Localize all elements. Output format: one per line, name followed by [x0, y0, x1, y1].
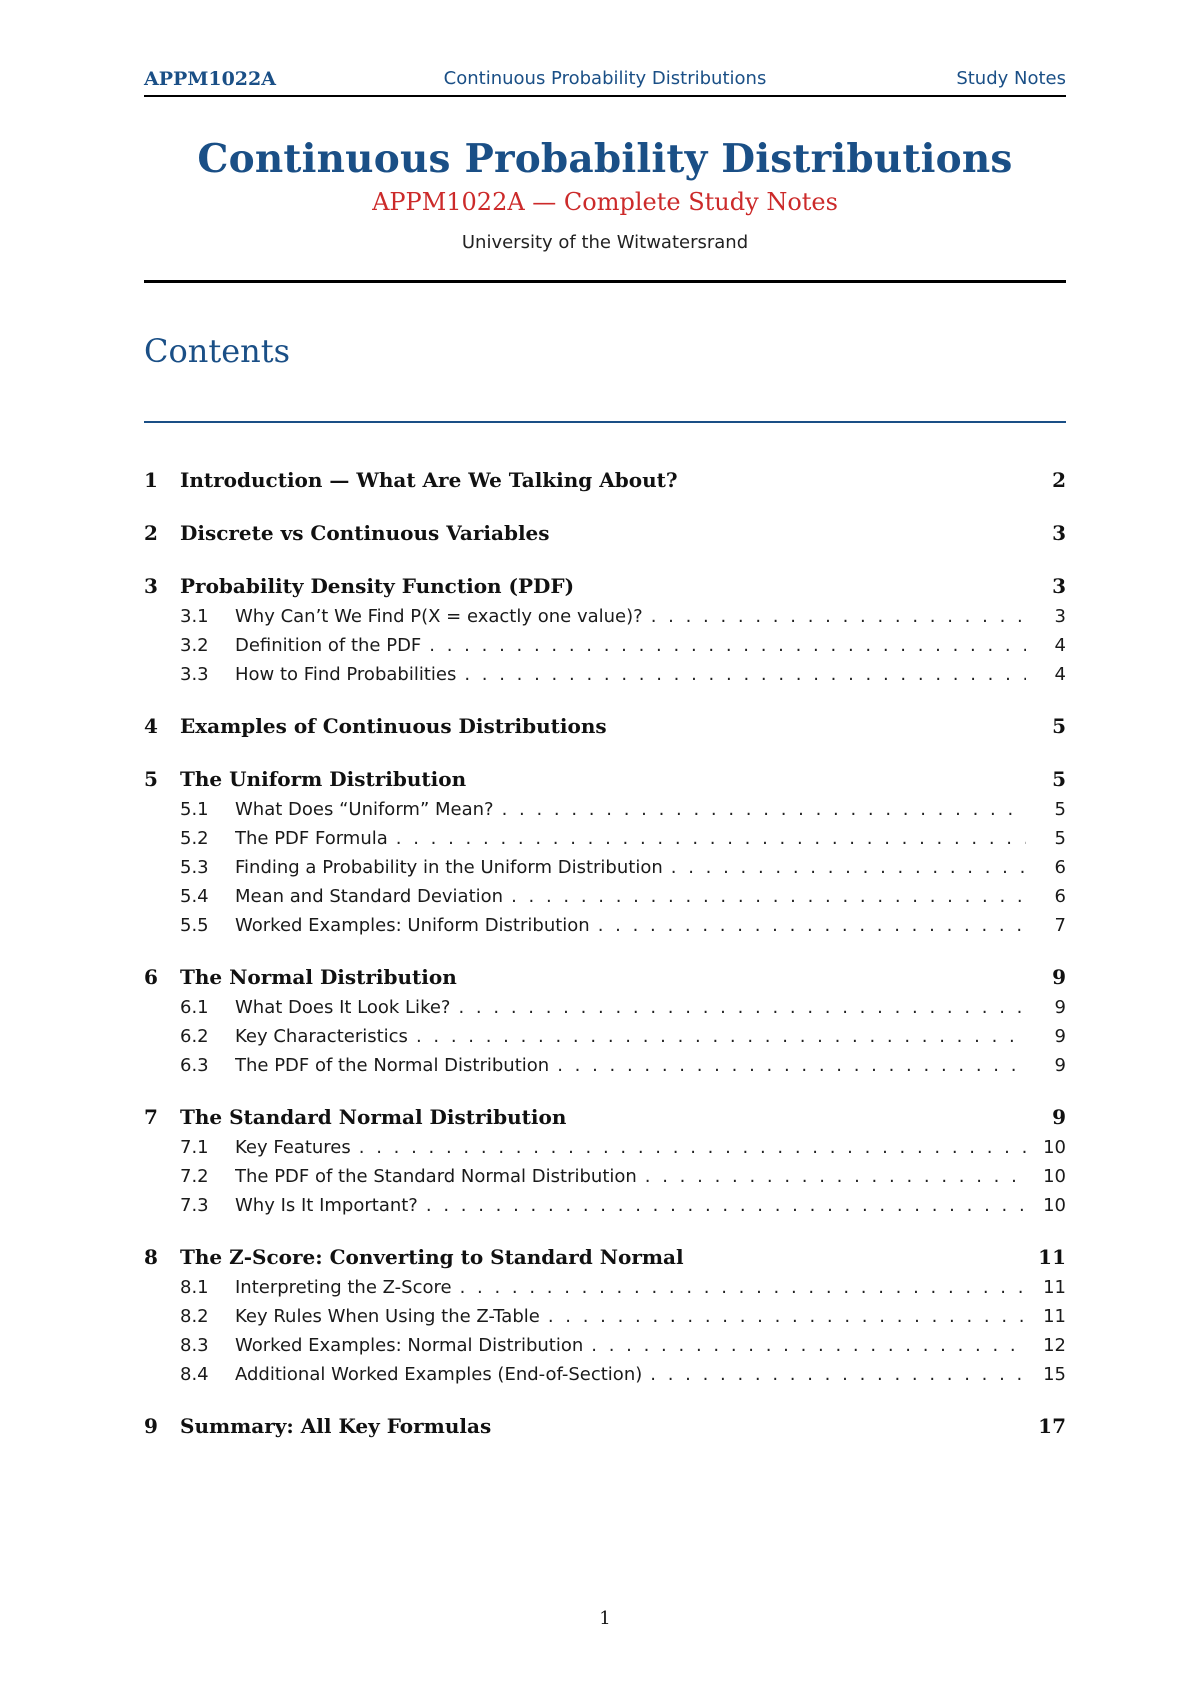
header-doc-type: Study Notes	[956, 68, 1066, 89]
toc-subsection-title: Worked Examples: Uniform Distribution	[235, 915, 590, 936]
table-of-contents	[144, 468, 1066, 1444]
document-title: Continuous Probability Distributions	[197, 136, 1013, 182]
toc-subsection-number: 7.2	[180, 1166, 209, 1187]
toc-section-entry[interactable]	[144, 574, 1066, 604]
toc-subsection-title: What Does It Look Like?	[235, 997, 451, 1018]
toc-subsection-page: 4	[1054, 664, 1066, 685]
toc-subsection-number: 5.1	[180, 799, 209, 820]
toc-subsection-number: 6.3	[180, 1055, 209, 1076]
header-rule	[144, 95, 1066, 97]
toc-section-entry[interactable]	[144, 767, 1066, 797]
toc-subsection-number: 8.3	[180, 1335, 209, 1356]
contents-heading: Contents	[144, 332, 291, 370]
toc-section-entry[interactable]	[144, 1105, 1066, 1135]
toc-section-title: Examples of Continuous Distributions	[180, 714, 607, 738]
toc-subsection-number: 6.2	[180, 1026, 209, 1047]
toc-subsection-title: Worked Examples: Normal Distribution	[235, 1335, 584, 1356]
toc-section-number: 7	[144, 1105, 158, 1129]
toc-subsection-page: 10	[1043, 1166, 1066, 1187]
toc-subsection-page: 11	[1043, 1306, 1066, 1327]
toc-dot-leader	[598, 915, 1026, 936]
toc-section-page: 9	[1052, 965, 1066, 989]
toc-dot-leader	[650, 1364, 1026, 1385]
toc-subsection-title: Key Features	[235, 1137, 351, 1158]
toc-subsection-number: 7.1	[180, 1137, 209, 1158]
toc-section-page: 5	[1052, 714, 1066, 738]
toc-section-number: 8	[144, 1245, 158, 1269]
toc-subsection-entry[interactable]	[144, 633, 1066, 662]
toc-subsection-page: 9	[1054, 1055, 1066, 1076]
toc-subsection-entry[interactable]	[144, 1333, 1066, 1362]
toc-subsection-title: Mean and Standard Deviation	[235, 886, 504, 907]
toc-section-entry[interactable]	[144, 965, 1066, 995]
toc-subsection-page: 12	[1043, 1335, 1066, 1356]
toc-section-title: The Normal Distribution	[180, 965, 457, 989]
toc-dot-leader	[511, 886, 1026, 907]
toc-subsection-entry[interactable]	[144, 826, 1066, 855]
toc-subsection-page: 7	[1054, 915, 1066, 936]
toc-subsection-number: 3.2	[180, 635, 209, 656]
toc-subsection-number: 3.3	[180, 664, 209, 685]
toc-dot-leader	[396, 828, 1026, 849]
toc-section-title: Probability Density Function (PDF)	[180, 574, 575, 598]
toc-subsection-page: 6	[1054, 857, 1066, 878]
toc-subsection-entry[interactable]	[144, 855, 1066, 884]
toc-subsection-entry[interactable]	[144, 995, 1066, 1024]
toc-subsection-entry[interactable]	[144, 1304, 1066, 1333]
toc-dot-leader	[591, 1335, 1026, 1356]
toc-subsection-page: 3	[1054, 606, 1066, 627]
toc-subsection-number: 8.2	[180, 1306, 209, 1327]
toc-subsection-title: The PDF of the Normal Distribution	[235, 1055, 550, 1076]
header-document-title: Continuous Probability Distributions	[443, 68, 767, 89]
toc-section-page: 3	[1052, 521, 1066, 545]
toc-dot-leader	[548, 1306, 1026, 1327]
toc-dot-leader	[671, 857, 1026, 878]
toc-subsection-number: 5.4	[180, 886, 209, 907]
toc-dot-leader	[426, 1195, 1026, 1216]
toc-subsection-page: 10	[1043, 1195, 1066, 1216]
header-course-code: APPM1022A	[144, 68, 276, 90]
toc-dot-leader	[464, 664, 1026, 685]
toc-dot-leader	[502, 799, 1026, 820]
toc-subsection-number: 3.1	[180, 606, 209, 627]
toc-section-entry[interactable]	[144, 521, 1066, 551]
toc-subsection-entry[interactable]	[144, 1164, 1066, 1193]
page-number: 1	[599, 1608, 611, 1629]
document-subtitle: APPM1022A — Complete Study Notes	[372, 188, 838, 216]
toc-subsection-number: 8.4	[180, 1364, 209, 1385]
toc-subsection-title: Key Rules When Using the Z-Table	[235, 1306, 540, 1327]
toc-section-title: Summary: All Key Formulas	[180, 1414, 492, 1438]
toc-section-number: 5	[144, 767, 158, 791]
toc-section-page: 3	[1052, 574, 1066, 598]
toc-subsection-page: 6	[1054, 886, 1066, 907]
toc-dot-leader	[557, 1055, 1026, 1076]
toc-subsection-entry[interactable]	[144, 1024, 1066, 1053]
toc-subsection-number: 6.1	[180, 997, 209, 1018]
toc-section-number: 4	[144, 714, 158, 738]
toc-section-title: Introduction — What Are We Talking About?	[180, 468, 678, 492]
toc-subsection-number: 8.1	[180, 1277, 209, 1298]
toc-subsection-title: Additional Worked Examples (End-of-Section)	[235, 1364, 643, 1385]
toc-section-page: 5	[1052, 767, 1066, 791]
toc-subsection-page: 9	[1054, 997, 1066, 1018]
toc-subsection-page: 5	[1054, 828, 1066, 849]
toc-dot-leader	[645, 1166, 1026, 1187]
toc-section-number: 2	[144, 521, 158, 545]
toc-subsection-page: 9	[1054, 1026, 1066, 1047]
toc-subsection-entry[interactable]	[144, 884, 1066, 913]
document-page	[144, 0, 1066, 1696]
toc-subsection-entry[interactable]	[144, 662, 1066, 691]
toc-section-title: Discrete vs Continuous Variables	[180, 521, 550, 545]
toc-subsection-entry[interactable]	[144, 1053, 1066, 1082]
toc-subsection-number: 5.3	[180, 857, 209, 878]
toc-section-entry[interactable]	[144, 468, 1066, 498]
toc-subsection-title: Finding a Probability in the Uniform Distribution	[235, 857, 663, 878]
toc-dot-leader	[460, 1277, 1026, 1298]
toc-dot-leader	[651, 606, 1026, 627]
toc-subsection-entry[interactable]	[144, 1193, 1066, 1222]
toc-subsection-entry[interactable]	[144, 604, 1066, 633]
toc-dot-leader	[416, 1026, 1026, 1047]
toc-subsection-entry[interactable]	[144, 797, 1066, 826]
toc-section-title: The Z-Score: Converting to Standard Normal	[180, 1245, 684, 1269]
toc-dot-leader	[429, 635, 1026, 656]
toc-subsection-page: 10	[1043, 1137, 1066, 1158]
toc-section-page: 9	[1052, 1105, 1066, 1129]
toc-dot-leader	[458, 997, 1026, 1018]
toc-subsection-page: 15	[1043, 1364, 1066, 1385]
toc-section-number: 9	[144, 1414, 158, 1438]
toc-section-number: 6	[144, 965, 158, 989]
title-rule	[144, 280, 1066, 283]
toc-subsection-title: The PDF Formula	[235, 828, 388, 849]
toc-section-entry[interactable]	[144, 1414, 1066, 1444]
toc-section-number: 1	[144, 468, 158, 492]
toc-dot-leader	[359, 1137, 1026, 1158]
toc-subsection-entry[interactable]	[144, 1275, 1066, 1304]
institution-name: University of the Witwatersrand	[461, 232, 749, 253]
toc-subsection-number: 5.2	[180, 828, 209, 849]
contents-rule	[144, 421, 1066, 423]
toc-subsection-title: Definition of the PDF	[235, 635, 422, 656]
running-header	[144, 68, 1066, 92]
toc-section-title: The Uniform Distribution	[180, 767, 467, 791]
toc-subsection-number: 7.3	[180, 1195, 209, 1216]
toc-subsection-entry[interactable]	[144, 1135, 1066, 1164]
toc-subsection-entry[interactable]	[144, 1362, 1066, 1391]
toc-subsection-title: What Does “Uniform” Mean?	[235, 799, 494, 820]
toc-section-page: 17	[1038, 1414, 1066, 1438]
toc-subsection-page: 11	[1043, 1277, 1066, 1298]
toc-subsection-page: 5	[1054, 799, 1066, 820]
toc-section-page: 11	[1038, 1245, 1066, 1269]
toc-subsection-title: The PDF of the Standard Normal Distribution	[235, 1166, 637, 1187]
toc-section-entry[interactable]	[144, 1245, 1066, 1275]
toc-subsection-title: Key Characteristics	[235, 1026, 408, 1047]
toc-subsection-title: Interpreting the Z-Score	[235, 1277, 452, 1298]
toc-subsection-number: 5.5	[180, 915, 209, 936]
toc-subsection-page: 4	[1054, 635, 1066, 656]
toc-subsection-title: Why Is It Important?	[235, 1195, 418, 1216]
toc-section-entry[interactable]	[144, 714, 1066, 744]
toc-section-page: 2	[1052, 468, 1066, 492]
toc-subsection-entry[interactable]	[144, 913, 1066, 942]
toc-subsection-title: How to Find Probabilities	[235, 664, 457, 685]
toc-section-title: The Standard Normal Distribution	[180, 1105, 567, 1129]
toc-section-number: 3	[144, 574, 158, 598]
toc-subsection-title: Why Can’t We Find P(X = exactly one value)?	[235, 606, 643, 627]
